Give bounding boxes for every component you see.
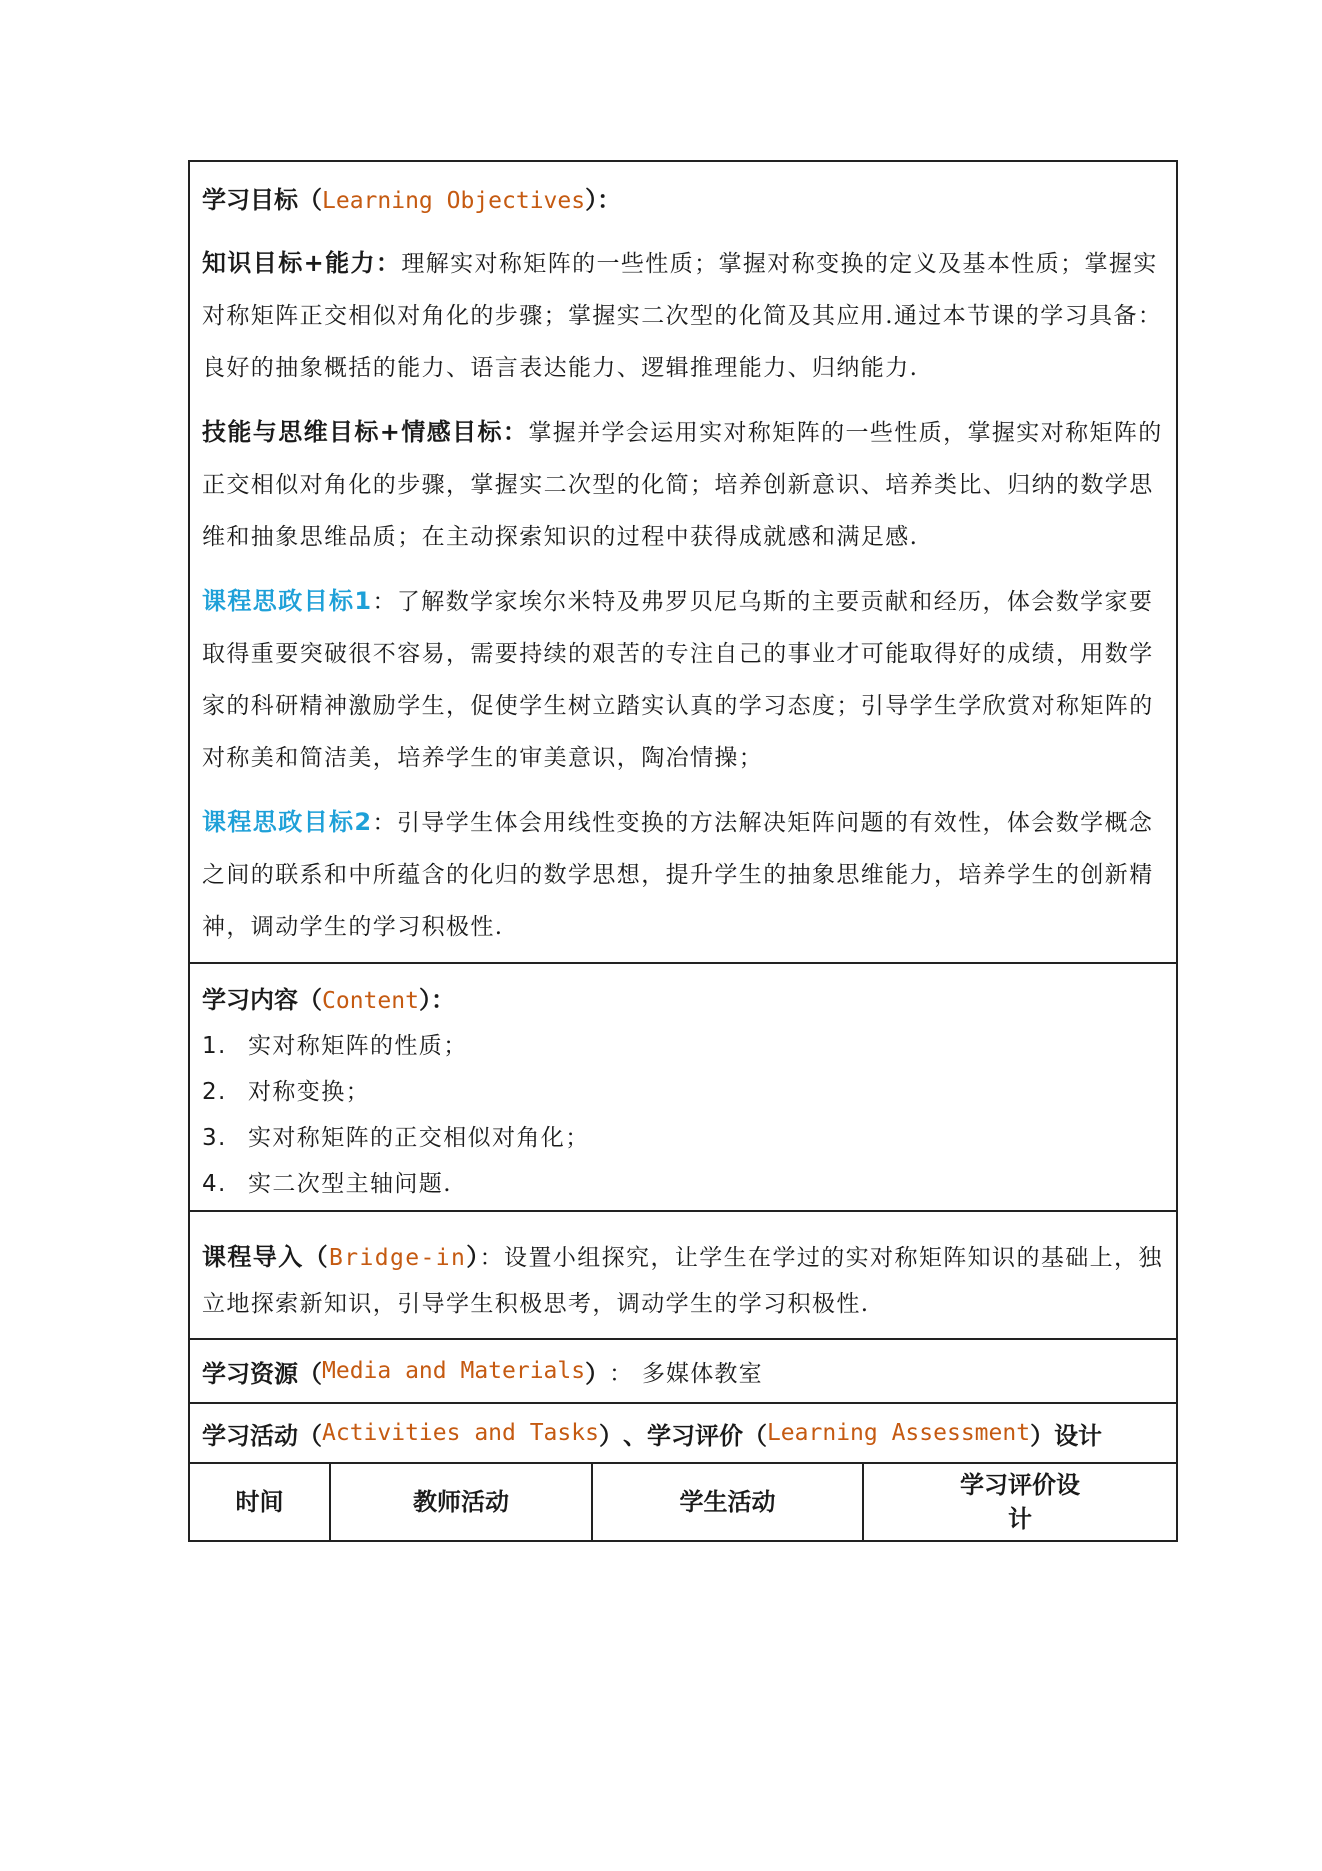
objectives-section (190, 162, 1176, 964)
header-assessment-label: 学习评价设计 (960, 1471, 1080, 1533)
bridge-title-cn: 课程导入 (202, 1243, 304, 1271)
ideology-objective-2-label: 课程思政目标2 (202, 808, 373, 836)
skills-objective (202, 406, 1164, 563)
content-title-en: Content (322, 988, 419, 1014)
list-item: 1. 实对称矩阵的性质； (202, 1033, 468, 1059)
header-assessment (864, 1464, 1176, 1540)
knowledge-objective-label: 知识目标+能力： (202, 249, 402, 277)
ideology-objective-1 (202, 575, 1164, 784)
header-time: 时间 (190, 1464, 331, 1540)
list-item: 2. 对称变换； (202, 1079, 370, 1105)
objectives-title-cn: 学习目标 (202, 186, 298, 214)
media-section: 学习资源 （ Media and Materials ） ： 多媒体教室 (190, 1340, 1176, 1404)
bridge-title-en: Bridge-in (329, 1245, 467, 1271)
ideology-objective-2-text: ：引导学生体会用线性变换的方法解决矩阵问题的有效性，体会数学概念之间的联系和中所蕴含的化归的数学思想，提升学生的抽象思维能力，培养学生的创新精神，调动学生的学习积极性. (202, 810, 1154, 940)
content-list (202, 1023, 1164, 1207)
activities-table-header (190, 1464, 1176, 1540)
content-title-cn: 学习内容 (202, 986, 298, 1014)
objectives-title-en: Learning Objectives (322, 188, 586, 214)
media-title-cn: 学习资源 (202, 1359, 298, 1388)
activities-title-en: Activities and Tasks (322, 1420, 599, 1446)
content-title: 学习内容（Content）： (202, 986, 455, 1014)
list-item: 4. 实二次型主轴问题. (202, 1171, 452, 1197)
content-section (190, 964, 1176, 1212)
list-item: 3. 实对称矩阵的正交相似对角化； (202, 1125, 590, 1151)
bridge-description: ：设置小组探究，让学生在学过的实对称矩阵知识的基础上，独立地探索新知识，引导学生积极思考，调动学生的学习积极性. (202, 1245, 1163, 1317)
bridge-section (190, 1212, 1176, 1340)
objectives-title: 学习目标（Learning Objectives）： (202, 186, 622, 214)
skills-objective-text: 掌握并学会运用实对称矩阵的一些性质，掌握实对称矩阵的正交相似对角化的步骤，掌握实二次型的化简；培养创新意识、培养类比、归纳的数学思维和抽象思维品质；在主动探索知识的过程中获得成就感和满足感. (202, 420, 1163, 550)
lesson-plan-table (188, 160, 1178, 1542)
assessment-title-en: Learning Assessment (766, 1420, 1031, 1446)
knowledge-objective-text: 理解实对称矩阵的一些性质；掌握对称变换的定义及基本性质；掌握实对称矩阵正交相似对角化的步骤；掌握实二次型的化简及其应用.通过本节课的学习具备：良好的抽象概括的能力、语言表达能力、逻辑推理能力、归纳能力. (202, 251, 1163, 381)
bridge-text: 课程导入（Bridge-in）：设置小组探究，让学生在学过的实对称矩阵知识的基础上，独立地探索新知识，引导学生积极思考，调动学生的学习积极性. (202, 1243, 1163, 1317)
media-description: ： 多媒体教室 (609, 1360, 763, 1387)
activities-title-cn: 学习活动 (202, 1421, 298, 1450)
ideology-objective-1-label: 课程思政目标1 (202, 587, 373, 615)
ideology-objective-2 (202, 796, 1164, 953)
media-title-en: Media and Materials (322, 1358, 586, 1384)
header-teacher-activity: 教师活动 (331, 1464, 593, 1540)
ideology-objective-1-text: ：了解数学家埃尔米特及弗罗贝尼乌斯的主要贡献和经历，体会数学家要取得重要突破很不容易，需要持续的艰苦的专注自己的事业才可能取得好的成绩，用数学家的科研精神激励学生，促使学生树立踏实认真的学习态度；引导学生学欣赏对称矩阵的对称美和简洁美，培养学生的审美意识，陶冶情操； (202, 589, 1154, 771)
header-student-activity: 学生活动 (593, 1464, 864, 1540)
knowledge-objective (202, 237, 1164, 394)
activities-section: 学习活动 （ Activities and Tasks ） 、 学习评价 （ Learning Assessment ） 设计 (190, 1404, 1176, 1464)
assessment-title-cn: 学习评价 (646, 1421, 743, 1450)
skills-objective-label: 技能与思维目标+情感目标： (202, 418, 529, 446)
